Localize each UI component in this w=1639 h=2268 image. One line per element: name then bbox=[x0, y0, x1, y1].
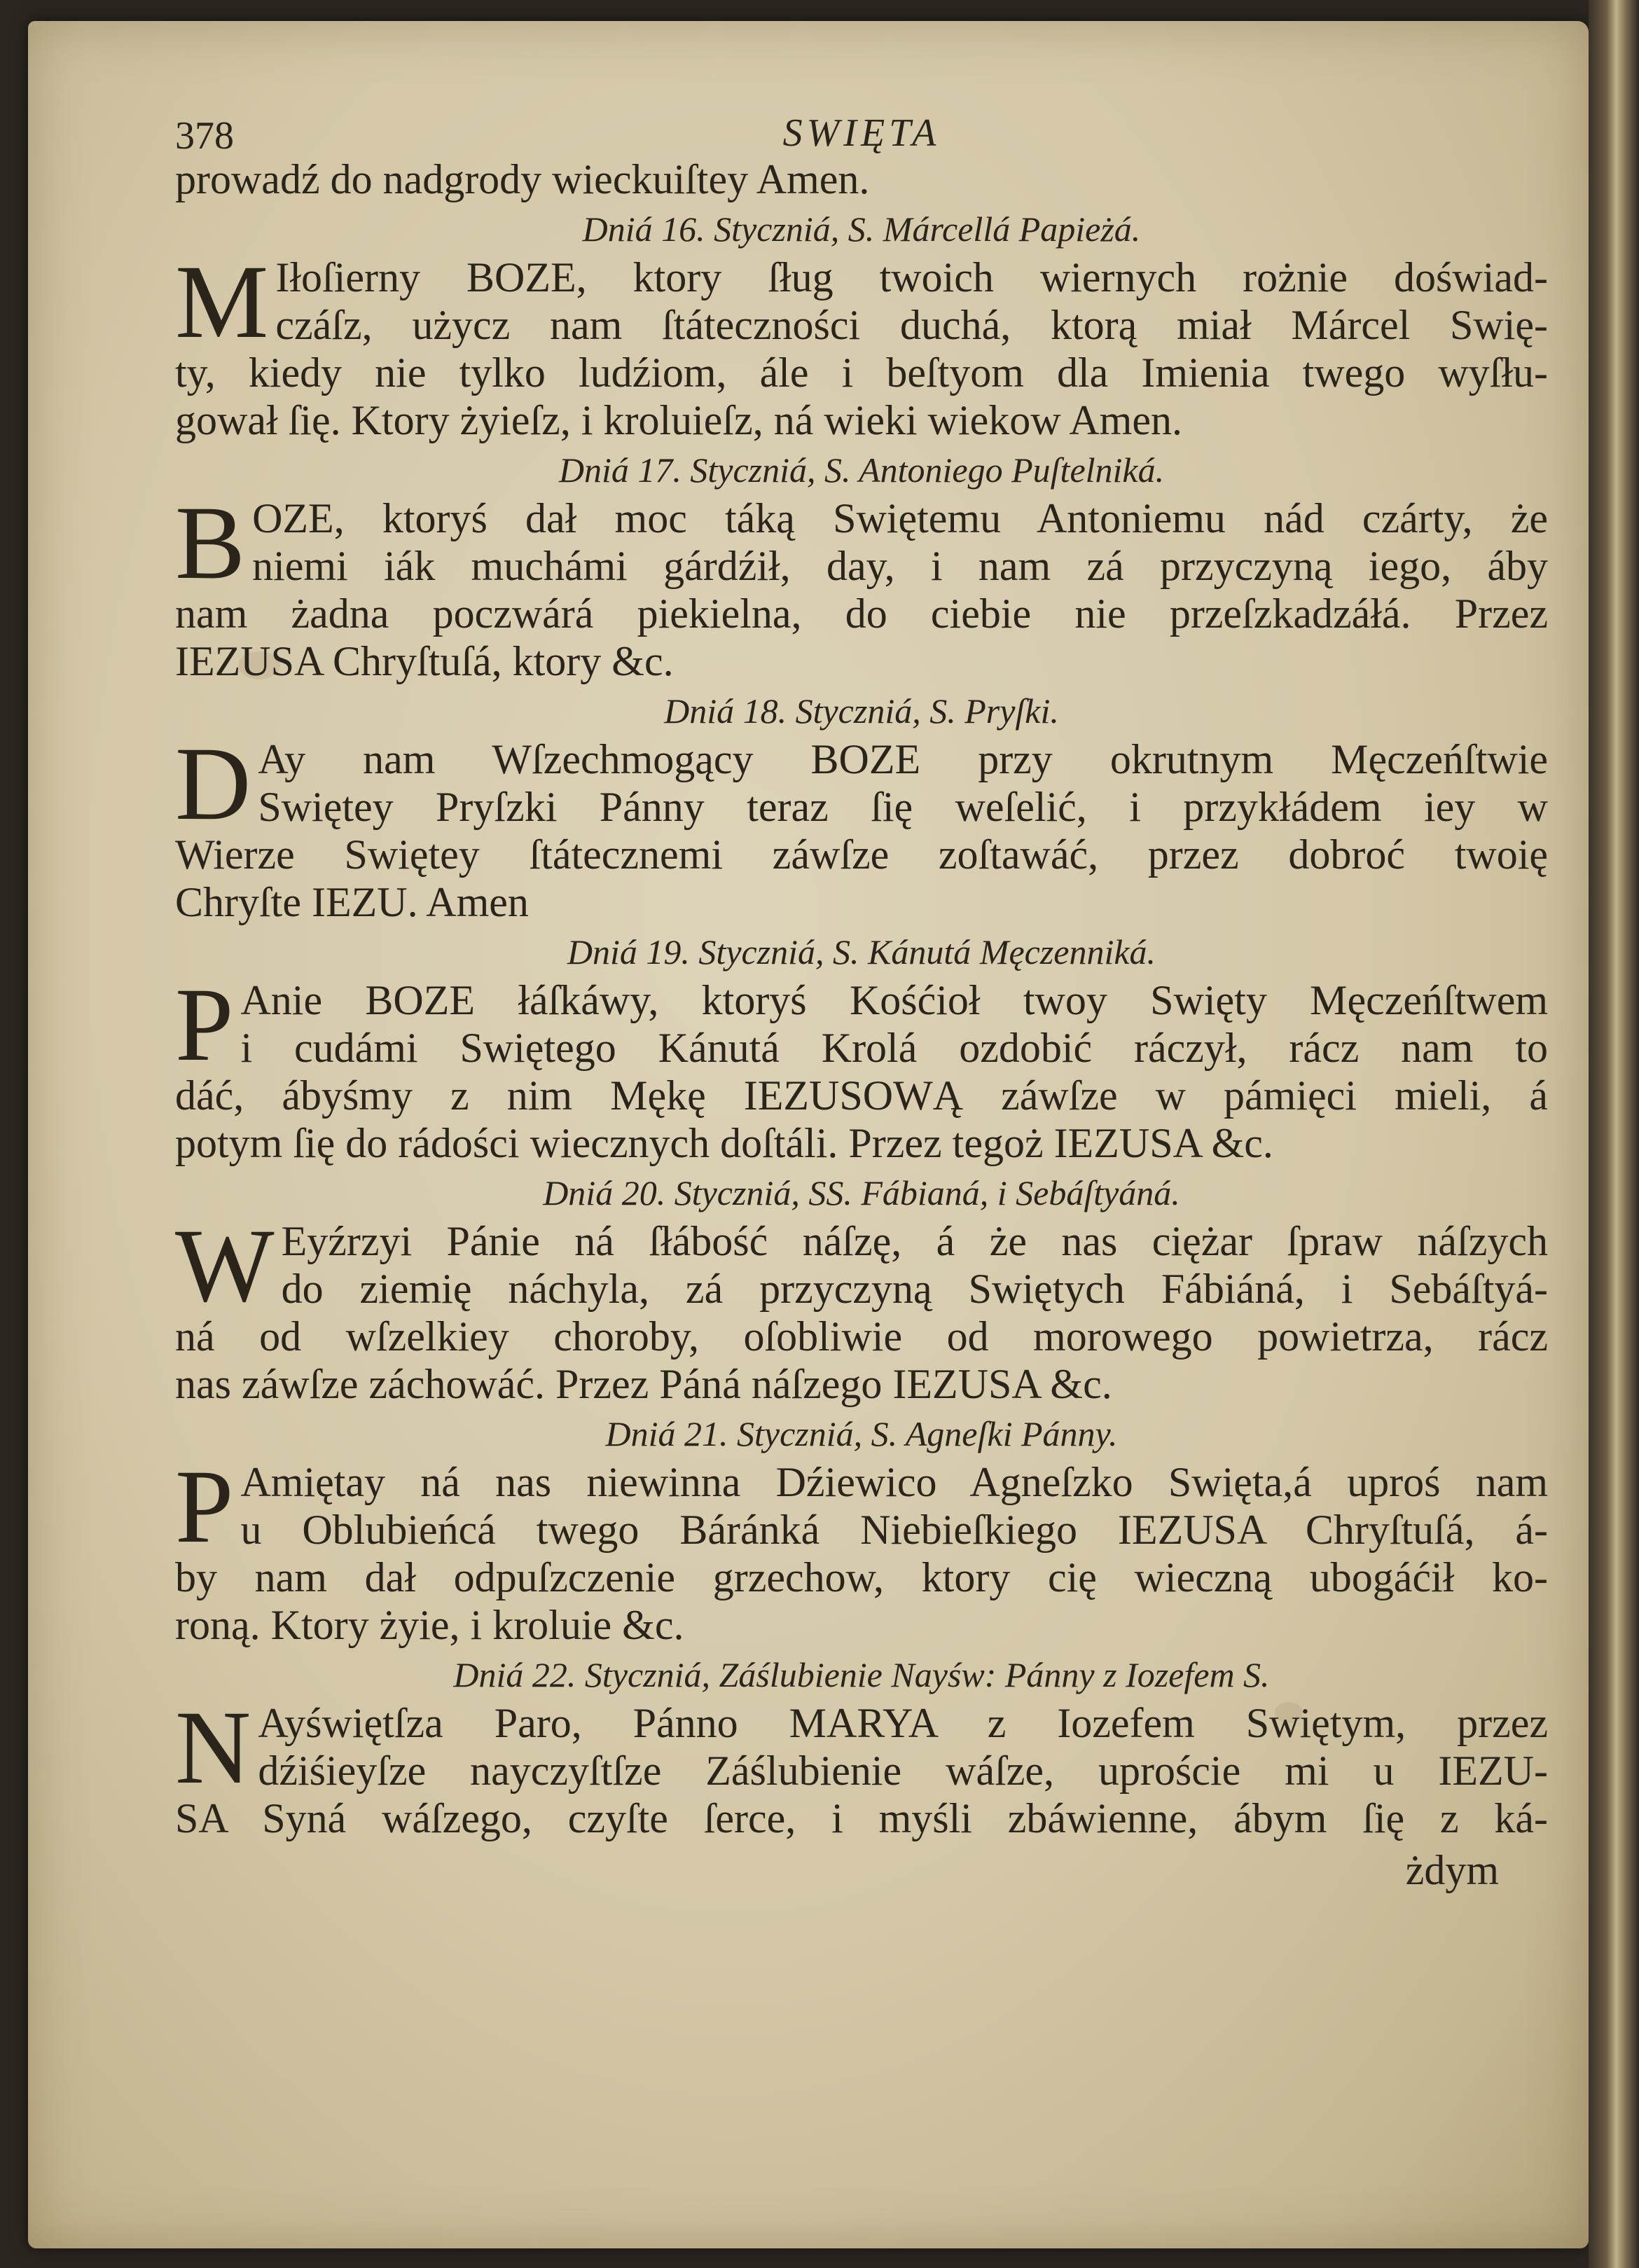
text-line: Wierze Swiętey ſtátecznemi záwſze zoſtawáć, przez dobroć twoię bbox=[175, 831, 1548, 878]
text-line: Amiętay ná nas niewinna Dźiewico Agneſzko Swięta,á uproś nam bbox=[240, 1459, 1548, 1505]
text-line: dáć, ábyśmy z nim Mękę IEZUSOWĄ záwſze w pámięci mieli, á bbox=[175, 1072, 1548, 1119]
text-line: niemi iák muchámi gárdźił, day, i nam zá przyczyną iego, áby bbox=[252, 543, 1548, 589]
prayer-paragraph bbox=[175, 1448, 1548, 1649]
drop-cap-initial: P bbox=[175, 967, 234, 1083]
prayer-paragraph bbox=[175, 726, 1548, 926]
day-heading: Dniá 21. Styczniá, S. Agneſki Pánny. bbox=[605, 1414, 1118, 1453]
day-heading: Dniá 22. Styczniá, Záślubienie Nayśw: Pánny z Iozefem S. bbox=[453, 1655, 1270, 1694]
prayer-paragraph bbox=[175, 967, 1548, 1167]
text-line: i cudámi Swiętego Kánutá Krolá ozdobić ráczył, rácz nam to bbox=[240, 1025, 1548, 1071]
page-text bbox=[175, 98, 1548, 1894]
day-heading: Dniá 16. Styczniá, S. Márcellá Papieżá. bbox=[582, 209, 1141, 249]
text-line: nas záwſze záchowáć. Przez Páná náſzego IEZUSA &c. bbox=[175, 1361, 1112, 1407]
prayer-paragraph bbox=[175, 244, 1548, 444]
text-line: u Oblubieńcá twego Báránká Niebieſkiego IEZUSA Chryſtuſá, á- bbox=[240, 1507, 1548, 1553]
text-line: Ay nam Wſzechmogący BOZE przy okrutnym Męczeńſtwie bbox=[258, 736, 1548, 782]
drop-cap-initial: P bbox=[175, 1448, 234, 1565]
catchword: żdym bbox=[1405, 1847, 1499, 1893]
drop-cap-initial: M bbox=[175, 244, 269, 360]
running-head: SWIĘTA bbox=[782, 111, 941, 155]
text-line: OZE, ktoryś dał moc táką Swiętemu Antoniemu nád czárty, że bbox=[252, 495, 1548, 541]
text-line: roną. Ktory żyie, i kroluie &c. bbox=[175, 1602, 684, 1648]
prayer-paragraph bbox=[175, 1208, 1548, 1408]
day-heading: Dniá 19. Styczniá, S. Kánutá Męczenniká. bbox=[567, 932, 1156, 971]
text-line: ty, kiedy nie tylko ludźiom, ále i beſtyom dla Imienia twego wyſłu- bbox=[175, 350, 1548, 396]
text-line: Iłoſierny BOZE, ktory ſług twoich wiernych rożnie doświad- bbox=[275, 254, 1548, 300]
prayer-paragraph bbox=[175, 1689, 1548, 1842]
book-gutter bbox=[1589, 0, 1639, 2268]
text-line: do ziemię náchyla, zá przyczyną Swiętych Fábiáná, i Sebáſtyá- bbox=[281, 1266, 1548, 1312]
text-line: czáſz, użycz nam ſtáteczności duchá, ktorą miał Márcel Swię- bbox=[275, 302, 1548, 348]
text-line: nam żadna poczwárá piekielna, do ciebie nie przeſzkadzáłá. Przez bbox=[175, 590, 1548, 637]
text-line: Swiętey Pryſzki Pánny teraz ſię weſelić, i przykłádem iey w bbox=[258, 784, 1548, 830]
prayer-paragraph bbox=[175, 485, 1548, 685]
day-heading: Dniá 20. Styczniá, SS. Fábianá, i Sebáſtyáná. bbox=[543, 1173, 1180, 1212]
day-heading: Dniá 17. Styczniá, S. Antoniego Puſtelniká. bbox=[558, 450, 1165, 490]
text-line: SA Syná wáſzego, czyſte ſerce, i myśli zbáwienne, ábym ſię z ká- bbox=[175, 1795, 1548, 1841]
drop-cap-initial: B bbox=[175, 485, 246, 601]
text-line: by nam dał odpuſzczenie grzechow, ktory cię wieczną ubogáćił ko- bbox=[175, 1554, 1548, 1600]
text-line: ná od wſzelkiey choroby, oſobliwie od morowego powietrza, rácz bbox=[175, 1313, 1548, 1360]
text-line: dźiśieyſze nayczyſtſze Záślubienie wáſze, uproście mi u IEZU- bbox=[258, 1748, 1548, 1794]
prayer-sections bbox=[175, 207, 1548, 1842]
text-line: Anie BOZE łáſkáwy, ktoryś Kośćioł twoy Swięty Męczeńſtwem bbox=[240, 977, 1548, 1023]
drop-cap-initial: N bbox=[175, 1689, 251, 1806]
page-header bbox=[175, 98, 1548, 158]
page-number: 378 bbox=[175, 114, 234, 158]
drop-cap-initial: D bbox=[175, 726, 251, 842]
text-line: potym ſię do rádości wiecznych doſtáli. Przez tegoż IEZUSA &c. bbox=[175, 1120, 1273, 1166]
text-line: Ayświętſza Paro, Pánno MARYA z Iozefem Swiętym, przez bbox=[258, 1700, 1548, 1746]
text-line: Chryſte IEZU. Amen bbox=[175, 879, 529, 925]
day-heading: Dniá 18. Styczniá, S. Pryſki. bbox=[664, 691, 1059, 731]
opening-line: prowadź do nadgrody wieckuiſtey Amen. bbox=[175, 156, 870, 202]
drop-cap-initial: W bbox=[175, 1208, 275, 1324]
text-line: gował ſię. Ktory żyieſz, i kroluieſz, ná wieki wiekow Amen. bbox=[175, 397, 1182, 443]
text-line: IEZUSA Chryſtuſá, ktory &c. bbox=[175, 638, 674, 684]
text-line: Eyźrzyi Pánie ná ſłábość náſzę, á że nas ciężar ſpraw náſzych bbox=[281, 1218, 1548, 1264]
